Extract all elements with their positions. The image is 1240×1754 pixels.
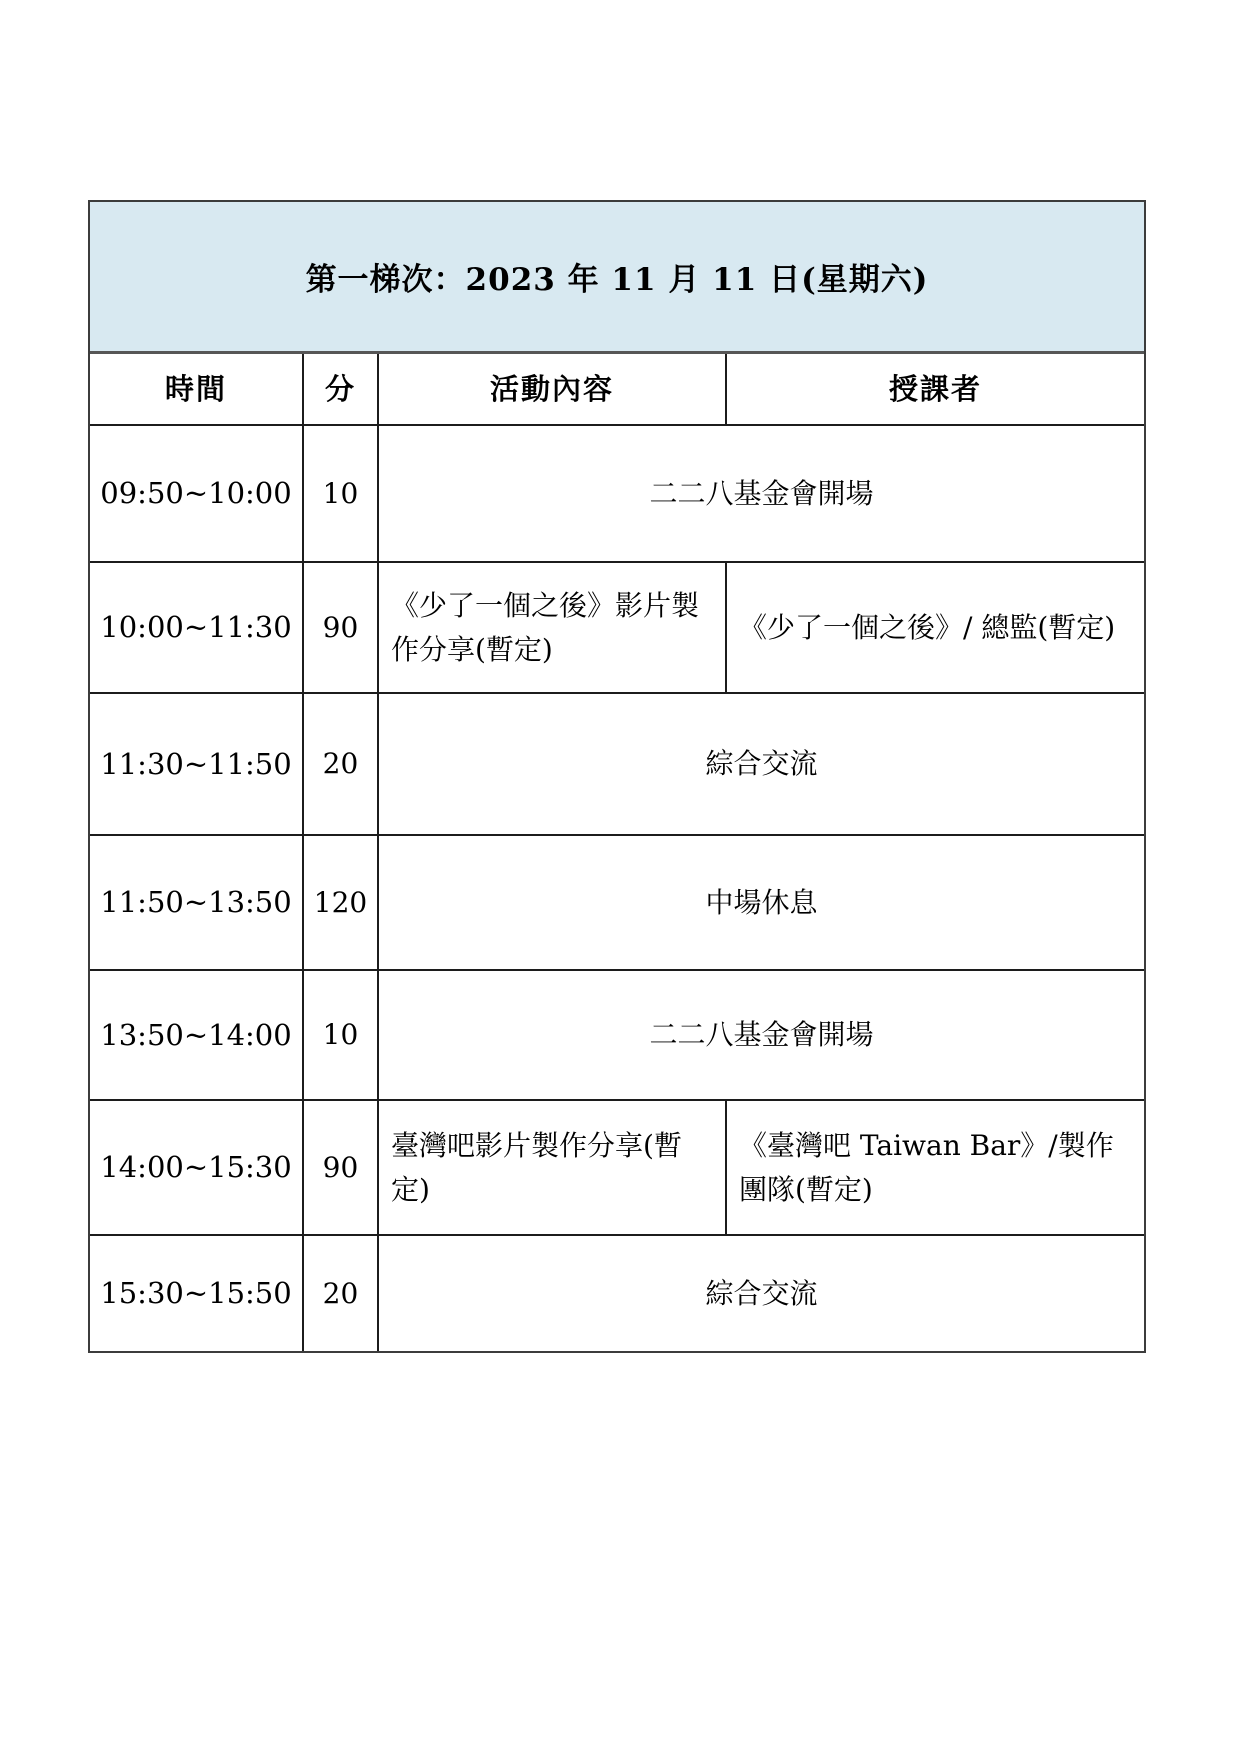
table-header-row: [90, 354, 1144, 426]
minutes-cell: 90: [304, 563, 379, 692]
table-row: [90, 426, 1144, 563]
minutes-cell: 120: [304, 836, 379, 969]
minutes-cell: 20: [304, 694, 379, 834]
activity-cell: 二二八基金會開場: [649, 1018, 874, 1052]
minutes-cell: 20: [304, 1236, 379, 1351]
time-cell: 13:50~14:00: [90, 971, 304, 1099]
speaker-cell: 《少了一個之後》/ 總監(暫定): [739, 610, 1116, 644]
column-header-time: 時間: [90, 354, 304, 424]
activity-cell: 臺灣吧影片製作分享(暫定): [379, 1101, 727, 1234]
activity-cell: 綜合交流: [705, 1276, 818, 1310]
minutes-cell: 10: [304, 426, 379, 561]
schedule-table: [88, 200, 1146, 1353]
time-cell: 09:50~10:00: [90, 426, 304, 561]
table-row: [90, 1236, 1144, 1351]
time-cell: 14:00~15:30: [90, 1101, 304, 1234]
table-row: [90, 971, 1144, 1101]
table-title: 第一梯次：2023 年 11 月 11 日(星期六): [90, 202, 1144, 354]
table-row: [90, 836, 1144, 971]
activity-cell: 《少了一個之後》影片製作分享(暫定): [379, 563, 727, 692]
time-cell: 11:30~11:50: [90, 694, 304, 834]
speaker-cell: 《臺灣吧 Taiwan Bar》/製作團隊(暫定): [739, 1129, 1114, 1206]
column-header-minutes: 分: [304, 354, 379, 424]
minutes-cell: 90: [304, 1101, 379, 1234]
column-header-speaker: 授課者: [888, 371, 982, 406]
activity-cell: 中場休息: [705, 885, 818, 919]
activity-cell: 綜合交流: [705, 747, 818, 781]
table-row: [90, 563, 1144, 694]
column-header-activity: 活動內容: [379, 354, 727, 424]
table-row: [90, 1101, 1144, 1236]
time-cell: 11:50~13:50: [90, 836, 304, 969]
minutes-cell: 10: [304, 971, 379, 1099]
time-cell: 10:00~11:30: [90, 563, 304, 692]
activity-cell: 二二八基金會開場: [649, 476, 874, 510]
table-row: [90, 694, 1144, 836]
time-cell: 15:30~15:50: [90, 1236, 304, 1351]
